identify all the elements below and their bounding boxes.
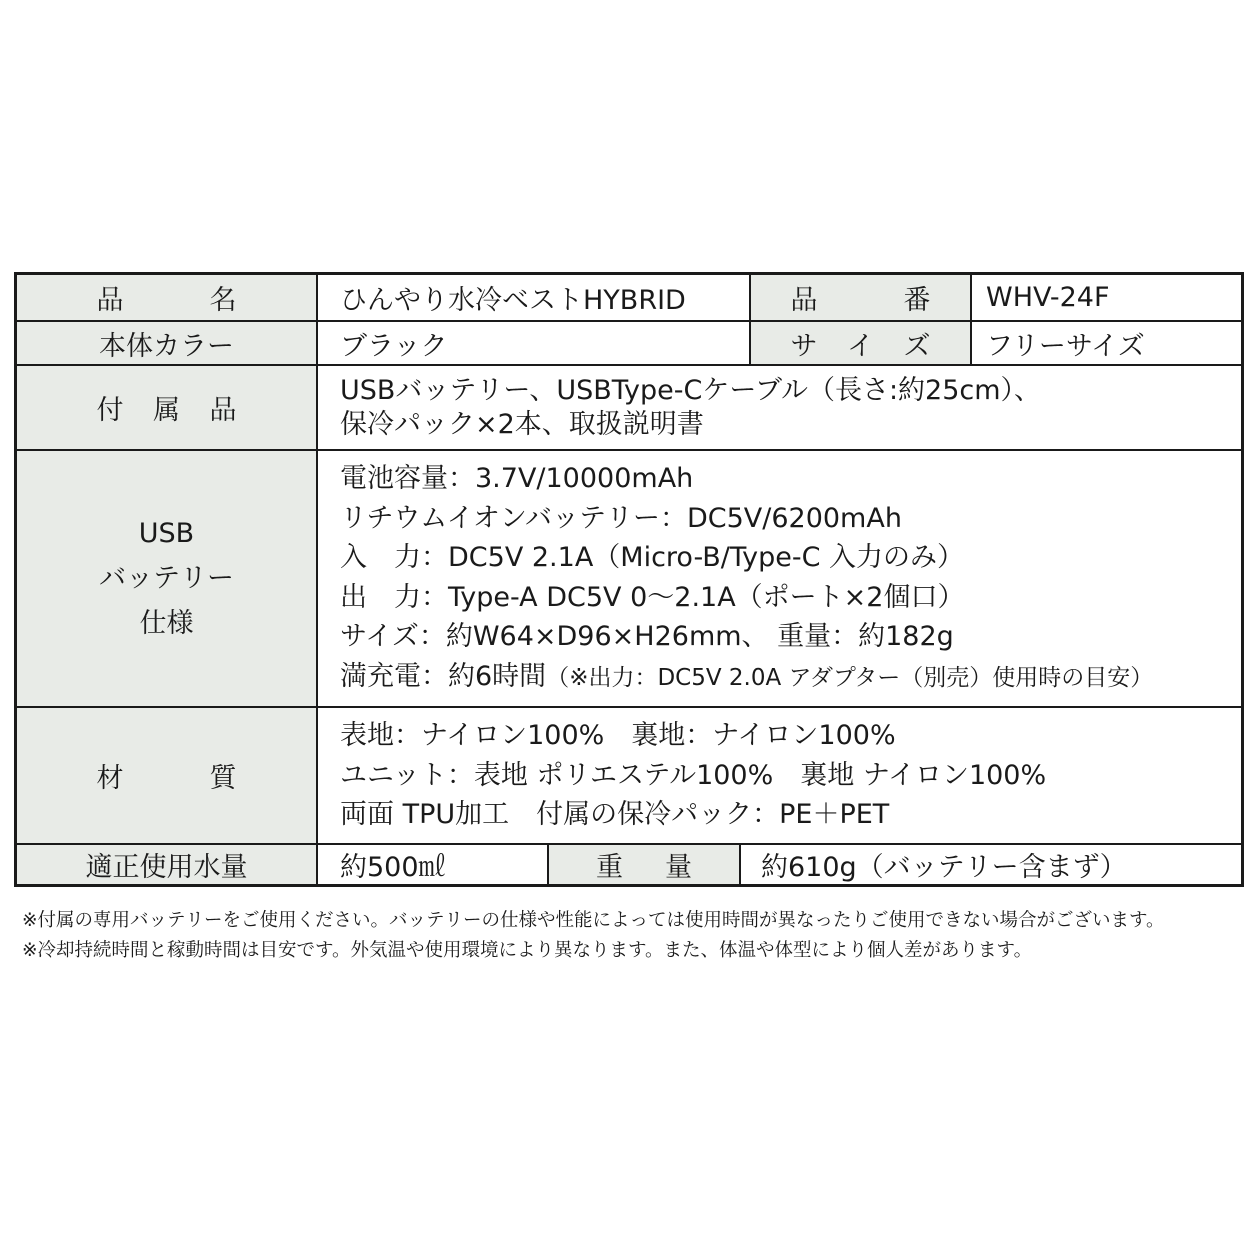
row-material: [17, 706, 1241, 843]
label-char: イ: [847, 330, 874, 362]
battery-charge-line: [340, 657, 1153, 699]
product-number-value: WHV-24F: [986, 282, 1110, 313]
footnote: ※付属の専用バッテリーをご使用ください。バッテリーの仕様や性能によっては使用時間が異なったりご使用できない場合がございます。: [22, 910, 1165, 931]
material-header: [17, 708, 318, 843]
label-char: 品: [96, 285, 124, 316]
material-line: ユニット：表地 ポリエステル100% 裏地 ナイロン100%: [340, 759, 1047, 791]
row-water-weight: [17, 843, 1241, 884]
label-line: USB: [138, 518, 195, 549]
row-accessories: [17, 364, 1241, 449]
label-char: 名: [209, 285, 237, 316]
product-name-value: ひんやり水冷ベストHYBRID: [318, 275, 751, 320]
color-header: 本体カラー: [17, 322, 318, 364]
label-char: サ: [790, 330, 818, 362]
product-name-header: [17, 275, 318, 320]
label-char: 重: [596, 852, 623, 883]
label-char: 量: [665, 852, 692, 883]
color-value: ブラック: [318, 322, 751, 364]
label-char: 品: [790, 285, 818, 316]
weight-header: [549, 845, 741, 884]
label-char: 付: [96, 395, 124, 426]
size-header: [751, 322, 972, 364]
battery-line: 電池容量：3.7V/10000mAh: [340, 463, 694, 494]
label-char: 材: [96, 763, 124, 794]
battery-line: サイズ：約W64×D96×H26mm、 重量：約182g: [340, 621, 954, 652]
spec-table: [14, 272, 1244, 887]
label-char: 質: [209, 763, 237, 794]
water-value: 約500㎖: [318, 845, 549, 884]
row-color-size: [17, 320, 1241, 364]
charge-time: 満充電：約6時間: [340, 660, 547, 692]
label-char: 属: [153, 395, 180, 426]
water-header: 適正使用水量: [17, 845, 318, 884]
material-line: 表地：ナイロン100% 裏地：ナイロン100%: [340, 720, 896, 752]
accessories-line: 保冷パック×2本、取扱説明書: [340, 408, 704, 440]
weight-value: 約610g（バッテリー含まず）: [761, 852, 1127, 883]
accessories-line: USBバッテリー、USBType-Cケーブル（長さ:約25cm）、: [340, 374, 1042, 406]
label-char: 品: [209, 395, 237, 426]
battery-line: 入 力：DC5V 2.1A（Micro-B/Type-C 入力のみ）: [340, 542, 965, 573]
footnotes: [22, 906, 1165, 966]
battery-value: [318, 451, 1241, 706]
label-char: 番: [903, 285, 931, 316]
size-value: フリーサイズ: [986, 330, 1145, 362]
label-char: ズ: [903, 330, 931, 362]
label-line: バッテリー: [99, 563, 234, 594]
product-number-header: [751, 275, 972, 320]
material-line: 両面 TPU加工 付属の保冷パック：PE＋PET: [340, 799, 890, 831]
charge-note: （※出力：DC5V 2.0A アダプター（別売）使用時の目安）: [546, 664, 1154, 691]
battery-line: 出 力：Type-A DC5V 0～2.1A（ポート×2個口）: [340, 581, 965, 613]
row-battery: [17, 449, 1241, 706]
material-value: [318, 708, 1241, 843]
battery-header: [17, 451, 318, 706]
battery-line: リチウムイオンバッテリー：DC5V/6200mAh: [340, 502, 902, 534]
accessories-header: [17, 366, 318, 449]
accessories-value: [318, 366, 1241, 449]
label-line: 仕様: [139, 608, 194, 639]
row-product-name: [17, 275, 1241, 320]
footnote: ※冷却持続時間と稼動時間は目安です。外気温や使用環境により異なります。また、体温や体型により個人差があります。: [22, 940, 1033, 961]
